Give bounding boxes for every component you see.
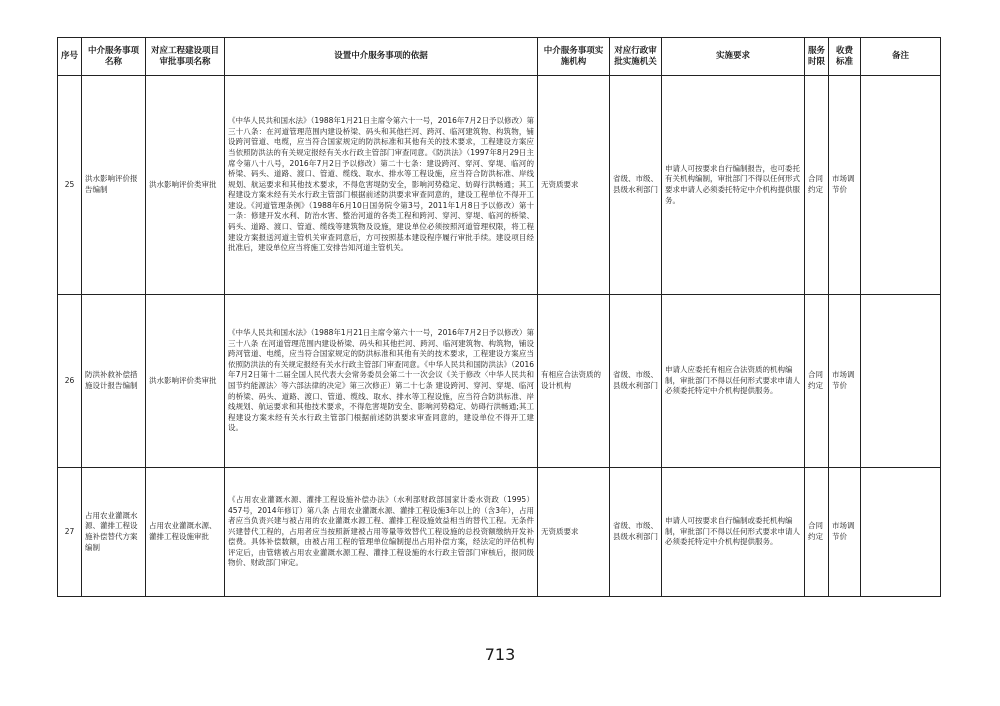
table-row — [58, 468, 941, 597]
cell-dept: 省级、市级、县级水利部门 — [610, 76, 662, 295]
cell-agency: 无资质要求 — [538, 468, 610, 597]
cell-requirement: 申请人可按要求自行编制或委托机构编制，审批部门不得以任何形式要求申请人必须委托特定中介机构提供服务。 — [662, 468, 805, 597]
cell-approval-item: 洪水影响评价类审批 — [146, 76, 225, 295]
table-header-row — [58, 38, 941, 76]
header-dept: 对应行政审批实施机关 — [610, 38, 662, 76]
cell-seq: 25 — [58, 76, 82, 295]
cell-basis: 《中华人民共和国水法》（1988年1月21日主席令第六十一号，2016年7月2日予以修改）第三十八条：在河道管理范围内建设桥梁、码头和其他拦河、跨河、临河建筑物、构筑物，铺设跨河管道、电缆，应当符合国家规定的防洪标准和其他有关的技术要求，工程建设方案应当依照防洪法的有关规定报经有关水行政主管部门审查同意。《防洪法》（1997年8月29日主席令第八十八号，2016年7月2日予以修改）第二十七条：建设跨河、穿河、穿堤、临河的桥梁、码头、道路、渡口、管道、缆线、取水、排水等工程设施，应当符合防洪标准、岸线规划、航运要求和其他技术要求，不得危害堤防安全，影响河势稳定、妨碍行洪畅通；其工程建设方案未经有关水行政主管部门根据前述防洪要求审查同意的，建设工程单位不得开工建设。《河道管理条例》（1988年6月10日国务院令第3号，2011年1月8日予以修改）第十一条：修建开发水利、防治水害、整治河道的各类工程和跨河、穿河、穿堤、临河的桥梁、码头、道路、渡口、管道、缆线等建筑物及设施，建设单位必须按照河道管理权限，将工程建设方案报送河道主管机关审查同意后，方可按照基本建设程序履行审批手续。建设项目经批准后，建设单位应当将施工安排告知河道主管机关。 — [225, 76, 538, 295]
cell-time-limit: 合同约定 — [805, 468, 829, 597]
cell-fee: 市场调节价 — [829, 76, 861, 295]
header-approval-item: 对应工程建设项目审批事项名称 — [146, 38, 225, 76]
cell-basis: 《中华人民共和国水法》（1988年1月21日主席令第六十一号，2016年7月2日予以修改）第三十八条 在河道管理范围内建设桥梁、码头和其他拦河、跨河、临河建筑物、构筑物，铺设跨河管道、电缆，应当符合国家规定的防洪标准和其他有关的技术要求，工程建设方案应当依照防洪法的有关规定报经有关水行政主管部门审查同意。《中华人民共和国防洪法》（2016年7月2日第十二届全国人民代表大会常务委员会第二十一次会议《关于修改〈中华人民共和国节约能源法〉等六部法律的决定》第三次修正）第二十七条 建设跨河、穿河、穿堤、临河的桥梁、码头、道路、渡口、管道、缆线、取水、排水等工程设施，应当符合防洪标准、岸线规划、航运要求和其他技术要求，不得危害堤防安全、影响河势稳定、妨碍行洪畅通;其工程建设方案未经有关水行政主管部门根据前述防洪要求审查同意的，建设单位不得开工建设。 — [225, 295, 538, 468]
table-row — [58, 295, 941, 468]
cell-agency: 无资质要求 — [538, 76, 610, 295]
cell-item-name: 占用农业灌溉水源、灌排工程设施补偿替代方案编制 — [82, 468, 146, 597]
table-row — [58, 76, 941, 295]
cell-remark — [861, 468, 941, 597]
header-fee: 收费标准 — [829, 38, 861, 76]
cell-fee: 市场调节价 — [829, 295, 861, 468]
header-time-limit: 服务时限 — [805, 38, 829, 76]
header-agency: 中介服务事项实施机构 — [538, 38, 610, 76]
cell-remark — [861, 295, 941, 468]
header-seq: 序号 — [58, 38, 82, 76]
cell-item-name: 防洪补救补偿措施设计报告编制 — [82, 295, 146, 468]
cell-remark — [861, 76, 941, 295]
cell-basis: 《占用农业灌溉水源、灌排工程设施补偿办法》（水利部财政部国家计委水资政（1995）457号，2014年修订）第八条 占用农业灌溉水源、灌排工程设施3年以上的（含3年），占用者应当负责兴建与被占用的农业灌溉水源工程、灌排工程设施效益相当的替代工程。无条件兴建替代工程的，占用者应当按照新建被占用等量等效替代工程设施的总投资额缴纳开发补偿费。具体补偿数额，由被占用工程的管理单位编制提出占用补偿方案，经法定的评估机构评定后，由管辖被占用农业灌溉水源工程、灌排工程设施的水行政主管部门审核后，报同级物价、财政部门审定。 — [225, 468, 538, 597]
cell-requirement: 申请人可按要求自行编制报告，也可委托有关机构编制，审批部门不得以任何形式要求申请人必须委托特定中介机构提供服务。 — [662, 76, 805, 295]
header-basis: 设置中介服务事项的依据 — [225, 38, 538, 76]
intermediary-services-table — [57, 37, 941, 597]
cell-dept: 省级、市级、县级水利部门 — [610, 468, 662, 597]
cell-agency: 有相应合法资质的设计机构 — [538, 295, 610, 468]
cell-time-limit: 合同约定 — [805, 295, 829, 468]
header-remark: 备注 — [861, 38, 941, 76]
header-item-name: 中介服务事项名称 — [82, 38, 146, 76]
page-number: 713 — [484, 645, 516, 664]
cell-dept: 省级、市级、县级水利部门 — [610, 295, 662, 468]
header-requirement: 实施要求 — [662, 38, 805, 76]
cell-requirement: 申请人应委托有相应合法资质的机构编制，审批部门不得以任何形式要求申请人必须委托特定中介机构提供服务。 — [662, 295, 805, 468]
cell-seq: 27 — [58, 468, 82, 597]
cell-item-name: 洪水影响评价报告编制 — [82, 76, 146, 295]
cell-fee: 市场调节价 — [829, 468, 861, 597]
cell-approval-item: 占用农业灌溉水源、灌排工程设施审批 — [146, 468, 225, 597]
cell-seq: 26 — [58, 295, 82, 468]
cell-time-limit: 合同约定 — [805, 76, 829, 295]
cell-approval-item: 洪水影响评价类审批 — [146, 295, 225, 468]
